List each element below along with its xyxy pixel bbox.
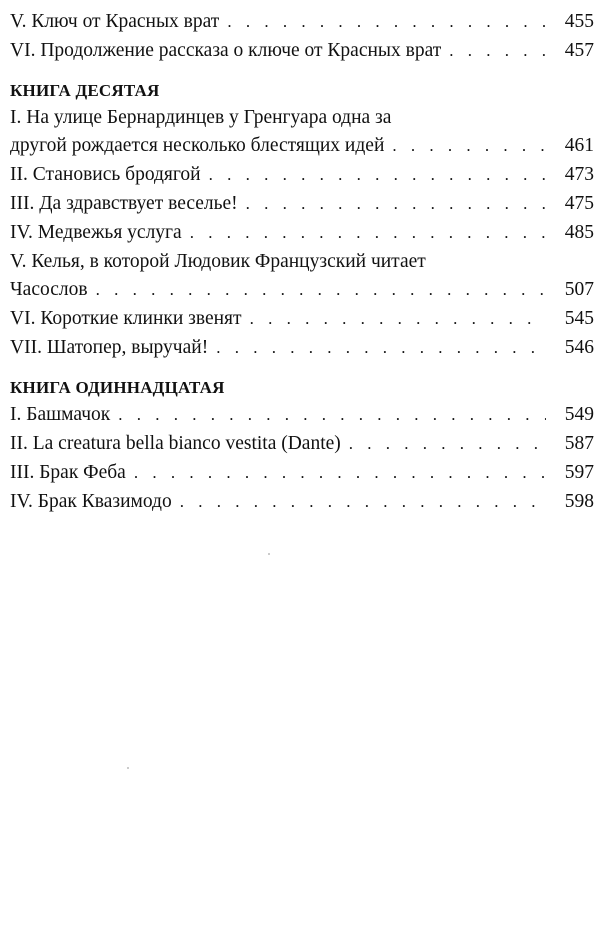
leader-dots bbox=[180, 488, 546, 516]
toc-entry bbox=[10, 104, 594, 161]
leader-dots bbox=[250, 305, 546, 333]
scan-speck bbox=[268, 553, 270, 555]
toc-entry bbox=[10, 248, 594, 305]
toc-entry-title: II. La creatura bella bianco vestita (Dante) bbox=[10, 433, 341, 454]
toc-entry bbox=[10, 161, 594, 190]
toc-entry bbox=[10, 219, 594, 248]
toc-entry-page: 455 bbox=[564, 11, 594, 32]
leader-dots bbox=[227, 8, 546, 36]
leader-dots bbox=[449, 37, 546, 65]
toc-entry bbox=[10, 305, 594, 334]
toc-entry-title: I. Башмачок bbox=[10, 404, 111, 425]
toc-entry-page: 598 bbox=[564, 491, 594, 512]
toc-entry-title: II. Становись бродягой bbox=[10, 164, 201, 185]
toc-entry-page: 475 bbox=[564, 193, 594, 214]
toc-entry bbox=[10, 334, 594, 363]
leader-dots bbox=[349, 430, 546, 458]
toc-entry-title: III. Да здравствует веселье! bbox=[10, 193, 238, 214]
toc-entry-page: 546 bbox=[564, 337, 594, 358]
toc-entry-title-line2: Часослов bbox=[10, 279, 88, 300]
toc-entry-title: V. Ключ от Красных врат bbox=[10, 11, 220, 32]
toc-entry bbox=[10, 401, 594, 430]
leader-dots bbox=[134, 459, 546, 487]
leader-dots bbox=[216, 334, 546, 362]
toc-entry bbox=[10, 37, 594, 66]
leader-dots bbox=[209, 161, 546, 189]
toc-entry bbox=[10, 8, 594, 37]
toc-entry-title: III. Брак Феба bbox=[10, 462, 126, 483]
toc-entry-title: VI. Короткие клинки звенят bbox=[10, 308, 242, 329]
toc-entry-page: 473 bbox=[564, 164, 594, 185]
toc-entry-page: 457 bbox=[564, 40, 594, 61]
toc-entry-page: 597 bbox=[564, 462, 594, 483]
toc-entry-page: 587 bbox=[564, 433, 594, 454]
toc-entry bbox=[10, 488, 594, 517]
toc-entry bbox=[10, 459, 594, 488]
toc-entry-page: 549 bbox=[564, 404, 594, 425]
toc-entry-page: 545 bbox=[564, 308, 594, 329]
toc-entry-title-line1: V. Келья, в которой Людовик Французский читает bbox=[10, 251, 426, 272]
toc-entry-page: 507 bbox=[564, 279, 594, 300]
toc-entry-title: VI. Продолжение рассказа о ключе от Красных врат bbox=[10, 40, 442, 61]
toc-entry-title: IV. Брак Квазимодо bbox=[10, 491, 172, 512]
leader-dots bbox=[118, 401, 546, 429]
toc-entry-title-line2: другой рождается несколько блестящих идей bbox=[10, 135, 385, 156]
leader-dots bbox=[96, 276, 546, 304]
leader-dots bbox=[392, 132, 546, 160]
toc-entry bbox=[10, 190, 594, 219]
leader-dots bbox=[246, 190, 546, 218]
leader-dots bbox=[190, 219, 546, 247]
toc-entry-title: VII. Шатопер, выручай! bbox=[10, 337, 209, 358]
toc-entry-title: IV. Медвежья услуга bbox=[10, 222, 182, 243]
toc-entry-page: 461 bbox=[564, 135, 594, 156]
book-heading: КНИГА ОДИННАДЦАТАЯ bbox=[10, 378, 225, 397]
toc-entry-title-line1: I. На улице Бернардинцев у Гренгуара одна за bbox=[10, 107, 392, 128]
table-of-contents bbox=[10, 8, 594, 517]
scan-speck bbox=[127, 767, 129, 769]
book-heading: КНИГА ДЕСЯТАЯ bbox=[10, 81, 160, 100]
toc-entry-page: 485 bbox=[564, 222, 594, 243]
toc-entry bbox=[10, 430, 594, 459]
